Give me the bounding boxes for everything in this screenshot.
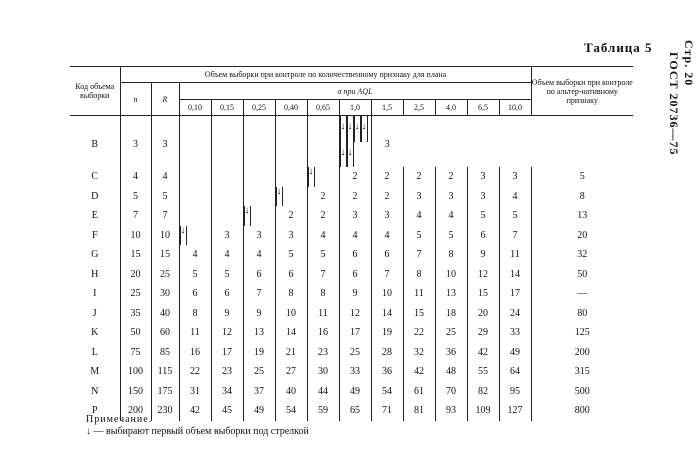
row-n: 200 xyxy=(120,401,151,421)
row-alt: — xyxy=(531,284,633,304)
row-value: 11 xyxy=(307,304,339,324)
row-value: 6 xyxy=(179,284,211,304)
arrow-down-icon: ↓ xyxy=(244,206,251,226)
row-R: 85 xyxy=(151,343,179,363)
row-value: 2 xyxy=(339,167,371,187)
row-value: 40 xyxy=(275,382,307,402)
row-value: 6 xyxy=(339,245,371,265)
row-code: I xyxy=(70,284,120,304)
row-value: 2 xyxy=(371,187,403,207)
arrow-down-icon: ↓ xyxy=(276,187,283,207)
aql-level: 2,5 xyxy=(403,100,435,116)
row-value: 5 xyxy=(307,245,339,265)
row-value: 14 xyxy=(371,304,403,324)
row-code: B xyxy=(70,116,120,168)
row-value: 4 xyxy=(243,245,275,265)
row-n: 150 xyxy=(120,382,151,402)
row-value: 5 xyxy=(403,226,435,246)
row-value xyxy=(275,116,307,168)
row-value: 10 xyxy=(371,284,403,304)
row-value: 31 xyxy=(179,382,211,402)
row-value: 10 xyxy=(275,304,307,324)
row-value: 59 xyxy=(307,401,339,421)
row-value: 6 xyxy=(243,265,275,285)
row-value: 19 xyxy=(371,323,403,343)
row-value: 16 xyxy=(179,343,211,363)
row-code: H xyxy=(70,265,120,285)
row-alt: 200 xyxy=(531,343,633,363)
table-row xyxy=(70,304,633,324)
aql-level: 0,65 xyxy=(307,100,339,116)
row-value: 7 xyxy=(371,265,403,285)
row-value: 3 xyxy=(499,167,531,187)
row-value xyxy=(243,167,275,187)
row-value: 14 xyxy=(499,265,531,285)
row-alt: 20 xyxy=(531,226,633,246)
row-value: 7 xyxy=(243,284,275,304)
row-value: 6 xyxy=(339,265,371,285)
header-n: n xyxy=(120,83,151,116)
row-value: 82 xyxy=(467,382,499,402)
row-value: 25 xyxy=(339,343,371,363)
row-n: 10 xyxy=(120,226,151,246)
row-R: 15 xyxy=(151,245,179,265)
row-n: 7 xyxy=(120,206,151,226)
row-R: 10 xyxy=(151,226,179,246)
row-value: 2 xyxy=(339,187,371,207)
aql-level: 0,25 xyxy=(243,100,275,116)
row-value: 42 xyxy=(403,362,435,382)
sample-size-table xyxy=(70,66,633,421)
table-row xyxy=(70,167,633,187)
row-value: 3 xyxy=(467,187,499,207)
row-value: 2 xyxy=(307,206,339,226)
row-value: 11 xyxy=(403,284,435,304)
row-value: 3 xyxy=(403,187,435,207)
table-caption: Таблица 5 xyxy=(584,40,653,55)
header-sigma-prefix: σ при xyxy=(337,86,356,96)
row-value: 37 xyxy=(243,382,275,402)
row-value: 24 xyxy=(499,304,531,324)
row-R: 60 xyxy=(151,323,179,343)
row-value: 5 xyxy=(499,206,531,226)
row-value xyxy=(243,116,275,168)
table-row xyxy=(70,245,633,265)
gost-number: ГОСТ 20736—75 xyxy=(667,52,681,156)
row-value: 45 xyxy=(211,401,243,421)
arrow-down-icon: ↓ xyxy=(347,116,354,142)
row-value: 12 xyxy=(467,265,499,285)
row-value: 5 xyxy=(467,206,499,226)
row-value: 12 xyxy=(211,323,243,343)
row-n: 50 xyxy=(120,323,151,343)
header-sigma xyxy=(179,83,531,100)
row-value: 33 xyxy=(499,323,531,343)
arrow-down-icon: ↓ xyxy=(340,116,347,142)
row-value: 127 xyxy=(499,401,531,421)
row-value: 54 xyxy=(371,382,403,402)
row-code: G xyxy=(70,245,120,265)
row-value: 10 xyxy=(435,265,467,285)
header-aql: AQL xyxy=(357,86,373,96)
row-value: 93 xyxy=(435,401,467,421)
row-value: 36 xyxy=(435,343,467,363)
row-code: P xyxy=(70,401,120,421)
arrow-down-icon: ↓ xyxy=(354,116,361,142)
row-value: 4 xyxy=(403,206,435,226)
row-value: 9 xyxy=(339,284,371,304)
row-value: 25 xyxy=(435,323,467,343)
row-value: 61 xyxy=(403,382,435,402)
row-code: C xyxy=(70,167,120,187)
row-value: 8 xyxy=(403,265,435,285)
row-value xyxy=(211,206,243,226)
row-value: 8 xyxy=(275,284,307,304)
row-value: 17 xyxy=(211,343,243,363)
row-value xyxy=(179,187,211,207)
header-alt: Объем выборки при контроле по альтер-нативному признаку xyxy=(531,67,633,116)
row-value: 42 xyxy=(179,401,211,421)
row-value: 3 xyxy=(371,206,403,226)
row-value: 18 xyxy=(435,304,467,324)
aql-level: 1,5 xyxy=(371,100,403,116)
row-alt: 500 xyxy=(531,382,633,402)
row-value: 42 xyxy=(467,343,499,363)
row-R: 3 xyxy=(151,116,179,168)
row-R: 230 xyxy=(151,401,179,421)
aql-level: 0,40 xyxy=(275,100,307,116)
row-value: 23 xyxy=(211,362,243,382)
row-R: 175 xyxy=(151,382,179,402)
table-row xyxy=(70,206,633,226)
row-code: M xyxy=(70,362,120,382)
row-value: 11 xyxy=(179,323,211,343)
row-value: 64 xyxy=(499,362,531,382)
row-value xyxy=(211,187,243,207)
row-value: 5 xyxy=(275,245,307,265)
row-value: 8 xyxy=(435,245,467,265)
row-n: 75 xyxy=(120,343,151,363)
row-value xyxy=(211,167,243,187)
row-value: 95 xyxy=(499,382,531,402)
aql-level: 0,10 xyxy=(179,100,211,116)
row-n: 20 xyxy=(120,265,151,285)
aql-level: 4,0 xyxy=(435,100,467,116)
arrow-down-icon: ↓ xyxy=(347,142,354,168)
row-alt: 80 xyxy=(531,304,633,324)
row-value: 7 xyxy=(403,245,435,265)
table-row xyxy=(70,382,633,402)
arrow-down-icon: ↓ xyxy=(180,226,187,246)
row-R: 5 xyxy=(151,187,179,207)
row-value: 71 xyxy=(371,401,403,421)
row-code: L xyxy=(70,343,120,363)
note-title: Примечание. xyxy=(86,414,153,425)
row-value: 3 xyxy=(467,167,499,187)
row-value: 16 xyxy=(307,323,339,343)
row-value: 5 xyxy=(211,265,243,285)
arrow-down-icon: ↓ xyxy=(340,142,347,168)
page-number: Стр. 20 xyxy=(682,40,696,87)
row-value: 5 xyxy=(179,265,211,285)
row-code: D xyxy=(70,187,120,207)
table-row xyxy=(70,116,633,168)
row-value xyxy=(275,167,307,187)
row-value: 2 xyxy=(275,206,307,226)
row-value: 109 xyxy=(467,401,499,421)
row-value: 6 xyxy=(275,265,307,285)
row-value: 4 xyxy=(371,226,403,246)
table-row xyxy=(70,323,633,343)
row-value: 49 xyxy=(499,343,531,363)
row-value: 32 xyxy=(403,343,435,363)
row-value: 20 xyxy=(467,304,499,324)
row-value: 55 xyxy=(467,362,499,382)
row-value: 4 xyxy=(435,206,467,226)
row-value: 9 xyxy=(211,304,243,324)
row-value: 17 xyxy=(339,323,371,343)
row-n: 15 xyxy=(120,245,151,265)
row-code: J xyxy=(70,304,120,324)
row-value: 81 xyxy=(403,401,435,421)
row-value: 6 xyxy=(211,284,243,304)
row-n: 4 xyxy=(120,167,151,187)
row-alt: 8 xyxy=(531,187,633,207)
row-value: 34 xyxy=(211,382,243,402)
row-value: 70 xyxy=(435,382,467,402)
row-value: 15 xyxy=(467,284,499,304)
table-row xyxy=(70,284,633,304)
row-code: K xyxy=(70,323,120,343)
arrow-down-icon: ↓ xyxy=(308,167,315,187)
row-value xyxy=(179,206,211,226)
row-R: 4 xyxy=(151,167,179,187)
row-n: 100 xyxy=(120,362,151,382)
row-value: 9 xyxy=(243,304,275,324)
row-value: 33 xyxy=(339,362,371,382)
row-value: 5 xyxy=(435,226,467,246)
aql-level: 10,0 xyxy=(499,100,531,116)
row-value: 6 xyxy=(371,245,403,265)
row-value: 11 xyxy=(499,245,531,265)
aql-level: 6,5 xyxy=(467,100,499,116)
row-value: 49 xyxy=(339,382,371,402)
row-value: 3 xyxy=(339,206,371,226)
note-text: ↓ — выбирают первый объем выборки под стрелкой xyxy=(86,426,309,437)
row-value: 4 xyxy=(499,187,531,207)
row-value: 22 xyxy=(403,323,435,343)
note xyxy=(86,414,309,438)
row-value xyxy=(307,116,339,168)
header-code: Код объема выборки xyxy=(70,67,120,116)
row-value: 30 xyxy=(307,362,339,382)
row-R: 40 xyxy=(151,304,179,324)
row-value: 9 xyxy=(467,245,499,265)
row-R: 25 xyxy=(151,265,179,285)
row-value: 2 xyxy=(435,167,467,187)
row-value xyxy=(211,116,243,168)
row-n: 5 xyxy=(120,187,151,207)
row-value: 6 xyxy=(467,226,499,246)
row-value: 12 xyxy=(339,304,371,324)
row-value: 23 xyxy=(307,343,339,363)
row-value: 21 xyxy=(275,343,307,363)
row-value: 8 xyxy=(179,304,211,324)
row-alt: 800 xyxy=(531,401,633,421)
row-value: 7 xyxy=(499,226,531,246)
row-value: 3 xyxy=(211,226,243,246)
row-alt: 315 xyxy=(531,362,633,382)
row-value: 4 xyxy=(179,245,211,265)
row-R: 30 xyxy=(151,284,179,304)
row-value: 44 xyxy=(307,382,339,402)
row-value: 4 xyxy=(211,245,243,265)
row-value: 2 xyxy=(371,167,403,187)
row-value: 65 xyxy=(339,401,371,421)
row-value xyxy=(243,187,275,207)
row-value: 13 xyxy=(243,323,275,343)
row-n: 3 xyxy=(120,116,151,168)
table-row xyxy=(70,187,633,207)
arrow-down-icon: ↓ xyxy=(361,116,368,142)
row-value: 3 xyxy=(435,187,467,207)
row-value: 4 xyxy=(307,226,339,246)
row-value: 8 xyxy=(307,284,339,304)
aql-level: 1,0 xyxy=(339,100,371,116)
table-row xyxy=(70,265,633,285)
row-value: 13 xyxy=(435,284,467,304)
row-value: 7 xyxy=(307,265,339,285)
row-value: 4 xyxy=(339,226,371,246)
row-value: 28 xyxy=(371,343,403,363)
row-value: 22 xyxy=(179,362,211,382)
table-row xyxy=(70,343,633,363)
row-alt: 50 xyxy=(531,265,633,285)
row-value: 3 xyxy=(275,226,307,246)
row-R: 7 xyxy=(151,206,179,226)
row-value: 3 xyxy=(243,226,275,246)
row-alt: 13 xyxy=(531,206,633,226)
row-alt: 3 xyxy=(371,116,403,168)
row-value: 25 xyxy=(243,362,275,382)
row-alt: 32 xyxy=(531,245,633,265)
row-n: 25 xyxy=(120,284,151,304)
table-row xyxy=(70,226,633,246)
row-code: E xyxy=(70,206,120,226)
row-value: 48 xyxy=(435,362,467,382)
row-value: 27 xyxy=(275,362,307,382)
row-value: 49 xyxy=(243,401,275,421)
row-alt: 5 xyxy=(531,167,633,187)
row-value: 19 xyxy=(243,343,275,363)
row-value xyxy=(179,116,211,168)
aql-level: 0,15 xyxy=(211,100,243,116)
row-n: 35 xyxy=(120,304,151,324)
row-value: 54 xyxy=(275,401,307,421)
row-value: 29 xyxy=(467,323,499,343)
table-row xyxy=(70,362,633,382)
row-value: 2 xyxy=(403,167,435,187)
row-value xyxy=(179,167,211,187)
row-alt: 125 xyxy=(531,323,633,343)
row-value: 17 xyxy=(499,284,531,304)
row-R: 115 xyxy=(151,362,179,382)
row-value: 14 xyxy=(275,323,307,343)
row-code: F xyxy=(70,226,120,246)
row-value: 15 xyxy=(403,304,435,324)
header-quant: Объем выборки при контроле по количественному признаку для плана xyxy=(120,67,531,83)
row-value: 36 xyxy=(371,362,403,382)
row-code: N xyxy=(70,382,120,402)
side-header xyxy=(667,40,696,200)
row-value: 2 xyxy=(307,187,339,207)
header-R: R xyxy=(151,83,179,116)
